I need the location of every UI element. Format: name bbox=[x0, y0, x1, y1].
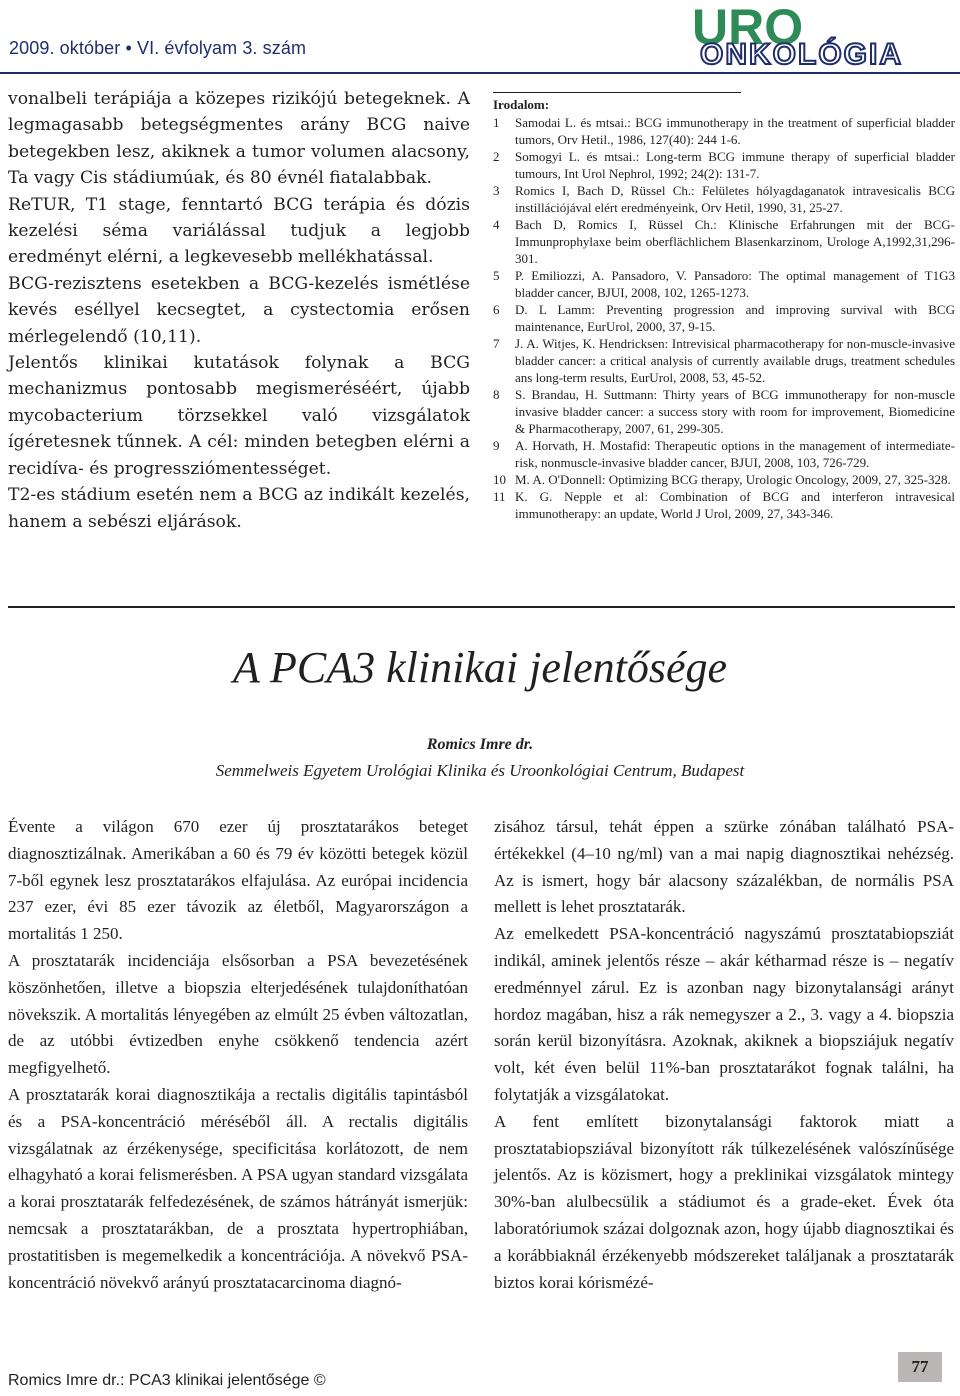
reference-item bbox=[493, 114, 955, 148]
reference-item bbox=[493, 148, 955, 182]
reference-text: S. Brandau, H. Suttmann: Thirty years of BCG immunotherapy for non-muscle invasive bladder cancer: a success story with room for improvement, Biomedicine & Pharmacotherapy, 2007, 61, 299-305. bbox=[515, 387, 955, 436]
article-column-right bbox=[494, 814, 954, 1296]
references bbox=[493, 92, 955, 522]
reference-text: K. G. Nepple et al: Combination of BCG and interferon intravesical immunotherapy: an update, World J Urol, 2009, 27, 343-346. bbox=[515, 489, 955, 521]
references-rule bbox=[493, 92, 741, 93]
header-rule bbox=[0, 72, 960, 74]
paragraph: vonalbeli terápiája a közepes rizikójú betegeknek. A legmagasabb betegségmentes arány BCG naive betegekben lesz, akiknek a tumor volumen alacsony, Ta vagy Cis stádiumúak, és 80 évnél fiatalabbak. bbox=[8, 89, 470, 189]
reference-number: 11 bbox=[493, 489, 506, 504]
reference-number: 9 bbox=[493, 438, 500, 453]
logo-top-text: URO bbox=[692, 0, 804, 55]
paragraph: T2-es stádium esetén nem a BCG az indikált kezelés, hanem a sebészi eljárások. bbox=[8, 485, 470, 532]
previous-article-ending bbox=[8, 86, 470, 535]
reference-text: J. A. Witjes, K. Hendricksen: Intrevisical pharmacotherapy for non-muscle-invasive bladder cancer: a critical analysis of currently available drugs, treatment schedules ans long-term results, EurUrol, 2008, 53, 45-52. bbox=[515, 336, 955, 385]
reference-number: 7 bbox=[493, 336, 500, 351]
reference-item bbox=[493, 437, 955, 471]
article-affiliation: Semmelweis Egyetem Urológiai Klinika és Uroonkológiai Centrum, Budapest bbox=[215, 761, 745, 780]
reference-text: Romics I, Bach D, Rüssel Ch.: Felületes hólyagdaganatok intravesicalis BCG instillációjával elért eredményeink, Orv Hetil, 1990, 31, 25-27. bbox=[515, 183, 955, 215]
reference-number: 3 bbox=[493, 183, 500, 198]
reference-item bbox=[493, 386, 955, 437]
reference-number: 8 bbox=[493, 387, 500, 402]
reference-number: 1 bbox=[493, 115, 500, 130]
reference-item bbox=[493, 301, 955, 335]
article-author: Romics Imre dr. bbox=[426, 736, 534, 753]
reference-text: Somogyi L. és mtsai.: Long-term BCG immune therapy of superficial bladder tumours, Int Urol Nephrol, 1992; 24(2): 131-7. bbox=[515, 149, 955, 181]
paragraph: Az emelkedett PSA-koncentráció nagyszámú prosztatabiopsziát indikál, aminek jelentős része – akár kétharmad része is – negatív eredménnyel zárul. Ez is azonban nagy bizonytalansági arányt hordoz magában, hisz a rák nemegyszer a 2., 3. vagy a 4. biopszia során kerül bizonyításra. Azoknak, akiknek a biopsziájuk negatív volt, két éven belül 11%-ban prosztatarákot fognak találni, ha folytatják a vizsgálatokat. bbox=[494, 924, 954, 1104]
reference-number: 4 bbox=[493, 217, 500, 232]
reference-number: 10 bbox=[493, 472, 506, 487]
section-divider bbox=[8, 606, 955, 608]
issue-info: 2009. október • VI. évfolyam 3. szám bbox=[9, 38, 307, 58]
paragraph: Jelentős klinikai kutatások folynak a BCG mechanizmus pontosabb megismeréséért, újabb mycobacterium törzsekkel való vizsgálatok ígéretesnek tűnnek. A cél: minden betegben elérni a recidíva- és progressziómentességet. bbox=[8, 353, 470, 479]
references-title: Irodalom: bbox=[493, 97, 550, 112]
paragraph: Évente a világon 670 ezer új prosztatarákos beteget diagnosztizálnak. Amerikában a 60 és 79 év közötti betegek közül 7-ből egynek lesz prosztatarákos elfajulása. Az európai incidencia 237 ezer, évi 85 ezer távozik az életből, Magyarországon a mortalitás 1 250. bbox=[8, 817, 468, 944]
reference-text: Samodai L. és mtsai.: BCG immunotherapy in the treatment of superficial bladder tumors, Orv Hetil., 1986, 127(40): 244 1-6. bbox=[515, 115, 955, 147]
paragraph: BCG-rezisztens esetekben a BCG-kezelés ismétlése kevés eséllyel kecsegtet, a cystectomia erősen mérlegelendő (10,11). bbox=[8, 273, 470, 347]
uro-onkologia-logo bbox=[686, 0, 960, 74]
reference-text: A. Horvath, H. Mostafid: Therapeutic options in the management of intermediate-risk, nonmuscle-invasive bladder cancer, BJUI, 2008, 103, 726-729. bbox=[515, 438, 955, 470]
reference-item bbox=[493, 335, 955, 386]
paragraph: ReTUR, T1 stage, fenntartó BCG terápia és dózis kezelési séma variálással tudjuk a legjobb eredményt elérni, a legkevesebb mellékhatással. bbox=[8, 194, 470, 268]
reference-number: 6 bbox=[493, 302, 500, 317]
reference-text: Bach D, Romics I, Rüssel Ch.: Klinische Erfahrungen mit der BCG-Immunprophylaxe beim oberflächlichem Blasenkarzinom, Urologe A,1992,31,296-301. bbox=[515, 217, 955, 266]
article-title: A PCA3 klinikai jelentősége bbox=[232, 643, 728, 692]
reference-text: P. Emiliozzi, A. Pansadoro, V. Pansadoro: The optimal management of T1G3 bladder cancer, BJUI, 2008, 102, 1265-1273. bbox=[515, 268, 955, 300]
paragraph: A prosztatarák incidenciája elsősorban a PSA bevezetésének köszönhetően, illetve a biopszia elterjedésének tulajdoníthatóan növekszik. A mortalitás lényegében az elmúlt 25 évben változatlan, de az utóbbi évtizedben enyhe csökkenő tendencia azért megfigyelhető. bbox=[8, 950, 468, 1078]
reference-text: D. L Lamm: Preventing progression and improving survival with BCG maintenance, EurUrol, 2000, 37, 9-15. bbox=[515, 302, 955, 334]
reference-text: M. A. O'Donnell: Optimizing BCG therapy, Urologic Oncology, 2009, 27, 325-328. bbox=[515, 472, 951, 487]
logo-bottom-text: ONKOLÓGIA bbox=[700, 38, 903, 71]
paragraph: A fent említett bizonytalansági faktorok miatt a prosztatabiopsziával bizonyított rák túlkezelésének valószínűsége jelentős. Az is közismert, hogy a preklinikai vizsgálatok mintegy 30%-ban alulbecsülik a stádiumot és a grade-eket. Évek óta laboratóriumok százai dolgoznak azon, hogy újabb diagnosztikai és a korábbiaknál érzékenyebb módszereket találjanak a prosztatarák biztos korai kórismézé- bbox=[494, 1111, 954, 1292]
references-list bbox=[493, 114, 955, 522]
reference-item bbox=[493, 488, 955, 522]
reference-number: 5 bbox=[493, 268, 500, 283]
article-column-left bbox=[8, 814, 468, 1296]
reference-item bbox=[493, 267, 955, 301]
reference-item bbox=[493, 182, 955, 216]
reference-number: 2 bbox=[493, 149, 500, 164]
reference-item bbox=[493, 471, 955, 488]
reference-item bbox=[493, 216, 955, 267]
running-footer: Romics Imre dr.: PCA3 klinikai jelentősége © bbox=[8, 1372, 326, 1389]
paragraph: A prosztatarák korai diagnosztikája a rectalis digitális tapintásból és a PSA-koncentráció méréséből áll. A rectalis digitális vizsgálatnak az érzékenysége, specificitása korlátozott, de nem elhagyható a korai felismerésben. A PSA ugyan standard vizsgálata a korai prosztatarák felfedezésének, de számos hátrányát ismerjük: nemcsak a prosztatarákban, de a prosztata hypertrophiában, prostatitisben is megemelkedik a koncentrációja. A növekvő PSA-koncentráció növekvő arányú prosztatacarcinoma diagnó- bbox=[8, 1084, 468, 1292]
page-number: 77 bbox=[898, 1352, 942, 1382]
paragraph: zisához társul, tehát éppen a szürke zónában található PSA-értékekkel (4–10 ng/ml) van a mai napig diagnosztikai nehézség. Az is ismert, hogy bár alacsony százalékban, de normális PSA mellett is lehet prosztatarák. bbox=[494, 817, 954, 917]
